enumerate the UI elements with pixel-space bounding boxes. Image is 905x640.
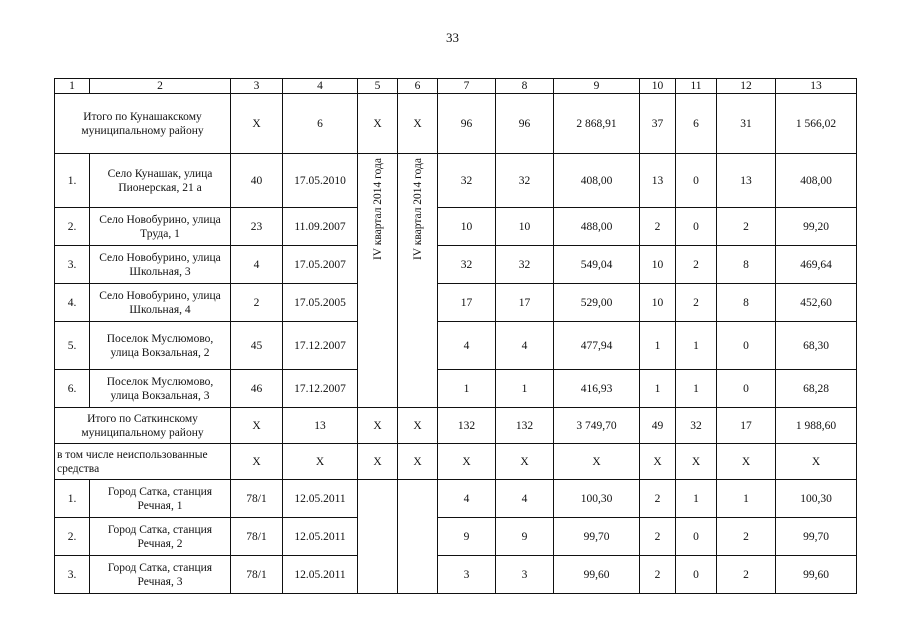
table-cell: 45 bbox=[231, 322, 283, 370]
table-cell: 529,00 bbox=[554, 284, 640, 322]
column-header: 1 bbox=[55, 79, 90, 94]
table-row bbox=[55, 322, 857, 370]
table-cell: X bbox=[776, 444, 857, 480]
table-cell: 78/1 bbox=[231, 518, 283, 556]
table-cell: X bbox=[283, 444, 358, 480]
table-cell: 4 bbox=[438, 322, 496, 370]
table-cell: X bbox=[640, 444, 676, 480]
table-cell: 68,28 bbox=[776, 370, 857, 408]
column-header: 9 bbox=[554, 79, 640, 94]
table-cell: 10 bbox=[496, 208, 554, 246]
table-cell: 8 bbox=[717, 284, 776, 322]
table-cell: 12.05.2011 bbox=[283, 556, 358, 594]
table-cell: 13 bbox=[283, 408, 358, 444]
row-number: 2. bbox=[55, 518, 90, 556]
table-cell: 99,60 bbox=[554, 556, 640, 594]
table-cell: 9 bbox=[496, 518, 554, 556]
row-number: 3. bbox=[55, 556, 90, 594]
table-cell: 17 bbox=[717, 408, 776, 444]
table-cell: 17 bbox=[438, 284, 496, 322]
table-row bbox=[55, 556, 857, 594]
table-cell: 3 749,70 bbox=[554, 408, 640, 444]
table-cell: 3 bbox=[438, 556, 496, 594]
table-cell: 549,04 bbox=[554, 246, 640, 284]
table-row bbox=[55, 518, 857, 556]
table-cell: 31 bbox=[717, 94, 776, 154]
table-cell: 10 bbox=[438, 208, 496, 246]
table-cell: 2 bbox=[640, 480, 676, 518]
table-cell: 78/1 bbox=[231, 480, 283, 518]
row-number: 2. bbox=[55, 208, 90, 246]
total-label: Итого по Саткинскому муниципальному району bbox=[55, 408, 231, 444]
column-header: 8 bbox=[496, 79, 554, 94]
address-cell: Село Новобурино, улица Труда, 1 bbox=[90, 208, 231, 246]
table-cell: 17.05.2007 bbox=[283, 246, 358, 284]
table-cell: 6 bbox=[283, 94, 358, 154]
table-cell: 408,00 bbox=[776, 154, 857, 208]
table-cell: 1 566,02 bbox=[776, 94, 857, 154]
address-cell: Город Сатка, станция Речная, 1 bbox=[90, 480, 231, 518]
quarter-text: IV квартал 2014 года bbox=[371, 158, 384, 261]
table-cell: 99,70 bbox=[554, 518, 640, 556]
row-number: 1. bbox=[55, 154, 90, 208]
table-cell: 32 bbox=[438, 154, 496, 208]
table-cell: X bbox=[358, 94, 398, 154]
column-header: 5 bbox=[358, 79, 398, 94]
column-header: 13 bbox=[776, 79, 857, 94]
kunashak-total-row bbox=[55, 94, 857, 154]
table-cell: 1 bbox=[676, 480, 717, 518]
table-row bbox=[55, 370, 857, 408]
table-row bbox=[55, 284, 857, 322]
table-cell: 1 bbox=[676, 322, 717, 370]
address-cell: Поселок Муслюмово, улица Вокзальная, 2 bbox=[90, 322, 231, 370]
total-label: Итого по Кунашакскому муниципальному району bbox=[55, 94, 231, 154]
column-header: 3 bbox=[231, 79, 283, 94]
table-cell: X bbox=[358, 444, 398, 480]
table-cell: 4 bbox=[496, 480, 554, 518]
table-cell: X bbox=[554, 444, 640, 480]
table-cell: 11.09.2007 bbox=[283, 208, 358, 246]
empty-cell bbox=[398, 480, 438, 594]
address-cell: Город Сатка, станция Речная, 2 bbox=[90, 518, 231, 556]
table-cell: X bbox=[496, 444, 554, 480]
table-cell: 10 bbox=[640, 246, 676, 284]
column-header: 6 bbox=[398, 79, 438, 94]
table-cell: 408,00 bbox=[554, 154, 640, 208]
column-header: 10 bbox=[640, 79, 676, 94]
table-cell: 1 bbox=[438, 370, 496, 408]
table-cell: 452,60 bbox=[776, 284, 857, 322]
address-cell: Город Сатка, станция Речная, 3 bbox=[90, 556, 231, 594]
quarter-cell bbox=[398, 154, 438, 408]
table-cell: 17.12.2007 bbox=[283, 370, 358, 408]
column-header: 12 bbox=[717, 79, 776, 94]
table-cell: 4 bbox=[496, 322, 554, 370]
table-cell: 12.05.2011 bbox=[283, 480, 358, 518]
table-cell: 1 988,60 bbox=[776, 408, 857, 444]
table-cell: 13 bbox=[717, 154, 776, 208]
row-number: 5. bbox=[55, 322, 90, 370]
address-cell: Село Новобурино, улица Школьная, 4 bbox=[90, 284, 231, 322]
table-cell: 1 bbox=[640, 322, 676, 370]
unused-funds-label: в том числе неиспользованные средства bbox=[55, 444, 231, 480]
table-cell: 416,93 bbox=[554, 370, 640, 408]
housing-program-table bbox=[54, 78, 857, 594]
column-header: 2 bbox=[90, 79, 231, 94]
page-number: 33 bbox=[446, 30, 459, 45]
table-cell: 0 bbox=[676, 154, 717, 208]
table-cell: 2 bbox=[676, 284, 717, 322]
table-cell: 99,70 bbox=[776, 518, 857, 556]
table-cell: 68,30 bbox=[776, 322, 857, 370]
column-header: 7 bbox=[438, 79, 496, 94]
table-cell: 46 bbox=[231, 370, 283, 408]
table-cell: X bbox=[231, 408, 283, 444]
table-cell: X bbox=[231, 444, 283, 480]
column-header: 4 bbox=[283, 79, 358, 94]
table-cell: 1 bbox=[496, 370, 554, 408]
table-cell: 8 bbox=[717, 246, 776, 284]
table-cell: 1 bbox=[640, 370, 676, 408]
table-cell: 96 bbox=[496, 94, 554, 154]
table-cell: 17.05.2010 bbox=[283, 154, 358, 208]
table-cell: 32 bbox=[496, 246, 554, 284]
table-cell: 1 bbox=[717, 480, 776, 518]
table-cell: 23 bbox=[231, 208, 283, 246]
row-number: 4. bbox=[55, 284, 90, 322]
table-cell: 40 bbox=[231, 154, 283, 208]
column-header: 11 bbox=[676, 79, 717, 94]
table-cell: X bbox=[438, 444, 496, 480]
table-cell: 100,30 bbox=[554, 480, 640, 518]
table-cell: 1 bbox=[676, 370, 717, 408]
table-row bbox=[55, 246, 857, 284]
table-cell: 17.05.2005 bbox=[283, 284, 358, 322]
table-cell: 96 bbox=[438, 94, 496, 154]
table-cell: 32 bbox=[438, 246, 496, 284]
table-cell: 2 bbox=[640, 518, 676, 556]
table-cell: 2 bbox=[640, 208, 676, 246]
address-cell: Поселок Муслюмово, улица Вокзальная, 3 bbox=[90, 370, 231, 408]
table-cell: 32 bbox=[496, 154, 554, 208]
table-cell: 488,00 bbox=[554, 208, 640, 246]
table-cell: 0 bbox=[717, 370, 776, 408]
row-number: 1. bbox=[55, 480, 90, 518]
table-cell: 477,94 bbox=[554, 322, 640, 370]
table-cell: 469,64 bbox=[776, 246, 857, 284]
row-number: 3. bbox=[55, 246, 90, 284]
table-cell: 9 bbox=[438, 518, 496, 556]
table-cell: 2 bbox=[676, 246, 717, 284]
table-cell: 99,20 bbox=[776, 208, 857, 246]
table-cell: 10 bbox=[640, 284, 676, 322]
table-cell: 17.12.2007 bbox=[283, 322, 358, 370]
column-number-row bbox=[55, 79, 857, 94]
table-cell: 37 bbox=[640, 94, 676, 154]
table-cell: 4 bbox=[231, 246, 283, 284]
table-cell: 132 bbox=[438, 408, 496, 444]
table-cell: 2 bbox=[717, 208, 776, 246]
table-cell: 2 bbox=[717, 556, 776, 594]
address-cell: Село Новобурино, улица Школьная, 3 bbox=[90, 246, 231, 284]
table-cell: 0 bbox=[676, 518, 717, 556]
table-cell: X bbox=[398, 94, 438, 154]
table-cell: 132 bbox=[496, 408, 554, 444]
table-cell: X bbox=[717, 444, 776, 480]
table-cell: 99,60 bbox=[776, 556, 857, 594]
table-cell: 0 bbox=[676, 208, 717, 246]
address-cell: Село Кунашак, улица Пионерская, 21 а bbox=[90, 154, 231, 208]
quarter-cell bbox=[358, 154, 398, 408]
table-cell: 0 bbox=[717, 322, 776, 370]
table-cell: 2 bbox=[231, 284, 283, 322]
table-cell: 12.05.2011 bbox=[283, 518, 358, 556]
table-cell: X bbox=[231, 94, 283, 154]
table-cell: X bbox=[398, 444, 438, 480]
table-row bbox=[55, 154, 857, 208]
unused-funds-row bbox=[55, 444, 857, 480]
table-row bbox=[55, 480, 857, 518]
row-number: 6. bbox=[55, 370, 90, 408]
quarter-text: IV квартал 2014 года bbox=[411, 158, 424, 261]
table-cell: 100,30 bbox=[776, 480, 857, 518]
table-cell: 49 bbox=[640, 408, 676, 444]
table-cell: X bbox=[676, 444, 717, 480]
table-cell: 2 868,91 bbox=[554, 94, 640, 154]
table-cell: 2 bbox=[717, 518, 776, 556]
table-cell: 17 bbox=[496, 284, 554, 322]
table-cell: 6 bbox=[676, 94, 717, 154]
satka-total-row bbox=[55, 408, 857, 444]
table-cell: X bbox=[358, 408, 398, 444]
table-cell: 4 bbox=[438, 480, 496, 518]
table-cell: X bbox=[398, 408, 438, 444]
table-cell: 2 bbox=[640, 556, 676, 594]
table-cell: 13 bbox=[640, 154, 676, 208]
table-cell: 32 bbox=[676, 408, 717, 444]
table-cell: 78/1 bbox=[231, 556, 283, 594]
empty-cell bbox=[358, 480, 398, 594]
table-cell: 0 bbox=[676, 556, 717, 594]
table-cell: 3 bbox=[496, 556, 554, 594]
table-row bbox=[55, 208, 857, 246]
